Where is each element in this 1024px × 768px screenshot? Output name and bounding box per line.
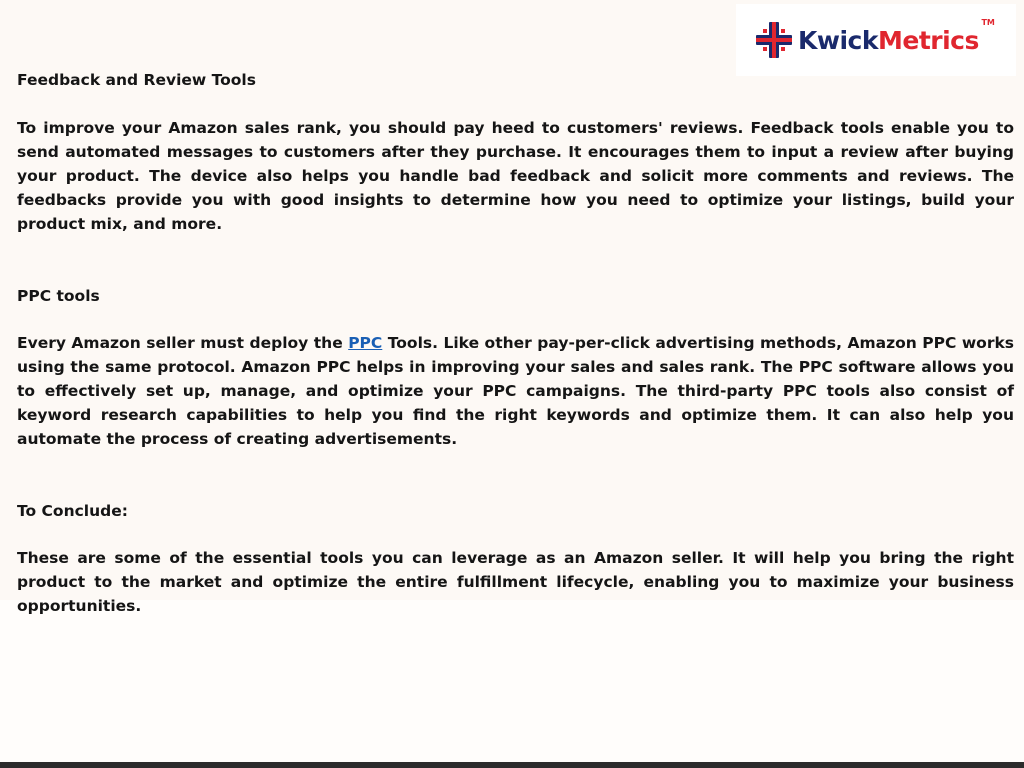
logo-word-metrics: Metrics <box>877 25 979 55</box>
logo-wordmark <box>798 17 995 55</box>
logo-cross-icon <box>754 20 794 60</box>
bottom-bar <box>0 762 1024 768</box>
conclusion-heading: To Conclude: <box>17 502 128 520</box>
ppc-body <box>17 331 1014 451</box>
kwickmetrics-logo <box>736 4 1016 76</box>
ppc-body-before-link: Every Amazon seller must deploy the <box>17 334 349 352</box>
ppc-link[interactable]: PPC <box>348 334 383 352</box>
logo-word-kwick: Kwick <box>798 25 878 55</box>
feedback-heading: Feedback and Review Tools <box>17 71 256 89</box>
feedback-body: To improve your Amazon sales rank, you should pay heed to customers' reviews. Feedback tools enable you to send automated messages to customers after they purchase. It encourages them to input a review after buying your product. The device also helps you handle bad feedback and solicit more comments and reviews. The feedbacks provide you with good insights to determine how you need to optimize your listings, build your product mix, and more. <box>17 119 1014 233</box>
conclusion-body: These are some of the essential tools you can leverage as an Amazon seller. It will help you bring the right product to the market and optimize the entire fulfillment lifecycle, enabling you to maximize your business opportunities. <box>17 549 1014 615</box>
logo-trademark: TM <box>981 17 995 27</box>
ppc-heading: PPC tools <box>17 287 100 305</box>
ppc-body-after-link: Tools. Like other pay-per-click advertising methods, Amazon PPC works using the same protocol. Amazon PPC helps in improving your sales and sales rank. The PPC software allows you to effectively set up, manage, and optimize your PPC campaigns. The third-party PPC tools also consist of keyword research capabilities to help you find the right keywords and optimize them. It can also help you automate the process of creating advertisements. <box>17 334 1014 448</box>
